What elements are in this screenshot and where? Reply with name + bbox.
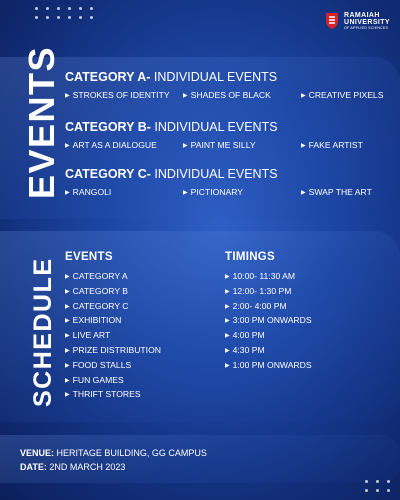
event-item: ▶ PICTIONARY	[183, 187, 243, 197]
schedule-event-row: ▶ THRIFT STORES	[65, 389, 141, 400]
arrow-right-icon: ▶	[225, 318, 230, 325]
schedule-timing-row: ▶ 1:00 PM ONWARDS	[225, 359, 312, 370]
arrow-right-icon: ▶	[183, 143, 188, 149]
schedule-timing-row: ▶ 3:00 PM ONWARDS	[225, 315, 312, 326]
arrow-right-icon: ▶	[225, 362, 230, 369]
arrow-right-icon: ▶	[301, 93, 306, 99]
logo-line-1: RAMAIAH	[343, 12, 380, 19]
schedule-event-row: ▶ CATEGORY C	[65, 300, 129, 311]
arrow-right-icon: ▶	[225, 274, 230, 280]
arrow-right-icon: ▶	[65, 143, 70, 149]
events-header: EVENTS	[65, 251, 113, 263]
schedule-timing-row: ▶ 4:00 PM	[225, 330, 265, 341]
arrow-right-icon: ▶	[301, 190, 306, 196]
schedule-timings-column	[225, 251, 312, 375]
category-b	[65, 120, 395, 150]
event-item: ▶ RANGOLI	[65, 187, 112, 197]
arrow-right-icon: ▶	[65, 362, 70, 369]
decorative-dots-bottom	[365, 480, 390, 492]
arrow-right-icon: ▶	[183, 190, 188, 196]
schedule-event-row: ▶ PRIZE DISTRIBUTION	[65, 344, 161, 355]
events-panel	[0, 45, 400, 219]
event-item: ▶ SHADES OF BLACK	[183, 90, 271, 100]
arrow-right-icon: ▶	[65, 318, 70, 325]
arrow-right-icon: ▶	[65, 274, 70, 280]
logo-line-3: OF APPLIED SCIENCES	[343, 26, 389, 30]
date-line: DATE: 2ND MARCH 2023	[20, 462, 126, 472]
arrow-right-icon: ▶	[65, 347, 70, 354]
schedule-timing-row: ▶ 4:30 PM	[225, 344, 265, 355]
schedule-event-row: ▶ LIVE ART	[65, 330, 111, 341]
arrow-right-icon: ▶	[65, 377, 70, 384]
schedule-event-row: ▶ EXHIBITION	[65, 315, 122, 326]
category-c-title: CATEGORY C- INDIVIDUAL EVENTS	[65, 167, 278, 181]
schedule-events-column	[65, 251, 161, 404]
timings-header: TIMINGS	[225, 251, 276, 263]
category-a-title: CATEGORY A- INDIVIDUAL EVENTS	[65, 70, 278, 84]
university-logo	[324, 12, 390, 31]
arrow-right-icon: ▶	[65, 190, 70, 196]
category-b-title: CATEGORY B- INDIVIDUAL EVENTS	[65, 120, 278, 134]
arrow-right-icon: ▶	[65, 288, 70, 295]
arrow-right-icon: ▶	[225, 333, 230, 340]
event-item: ▶ FAKE ARTIST	[301, 140, 363, 150]
venue-line: VENUE: HERITAGE BUILDING, GG CAMPUS	[20, 448, 207, 458]
decorative-dots-top	[35, 7, 93, 19]
schedule-panel	[0, 231, 400, 422]
events-title: EVENTS	[21, 45, 62, 199]
event-item: ▶ STROKES OF IDENTITY	[65, 90, 170, 100]
schedule-event-row: ▶ CATEGORY B	[65, 285, 129, 296]
schedule-timing-row: ▶ 10:00- 11:30 AM	[225, 271, 296, 281]
schedule-event-row: ▶ FOOD STALLS	[65, 359, 132, 370]
arrow-right-icon: ▶	[225, 347, 230, 354]
category-c	[65, 167, 395, 197]
schedule-timing-row: ▶ 12:00- 1:30 PM	[225, 285, 292, 296]
arrow-right-icon: ▶	[65, 93, 70, 99]
arrow-right-icon: ▶	[65, 392, 70, 399]
schedule-title: SCHEDULE	[29, 257, 57, 407]
arrow-right-icon: ▶	[65, 303, 70, 310]
venue-panel	[0, 435, 400, 483]
arrow-right-icon: ▶	[225, 288, 230, 295]
arrow-right-icon: ▶	[301, 143, 306, 149]
schedule-event-row: ▶ CATEGORY A	[65, 271, 128, 281]
event-item: ▶ SWAP THE ART	[301, 187, 372, 197]
university-shield-icon	[324, 12, 340, 30]
arrow-right-icon: ▶	[65, 333, 70, 340]
schedule-event-row: ▶ FUN GAMES	[65, 374, 124, 385]
event-item: ▶ PAINT ME SILLY	[183, 140, 256, 150]
arrow-right-icon: ▶	[225, 303, 230, 310]
category-a	[65, 70, 395, 100]
schedule-timing-row: ▶ 2:00- 4:00 PM	[225, 300, 287, 311]
arrow-right-icon: ▶	[183, 93, 188, 99]
event-item: ▶ ART AS A DIALOGUE	[65, 140, 157, 150]
logo-line-2: UNIVERSITY	[343, 19, 390, 26]
event-item: ▶ CREATIVE PIXELS	[301, 90, 384, 100]
